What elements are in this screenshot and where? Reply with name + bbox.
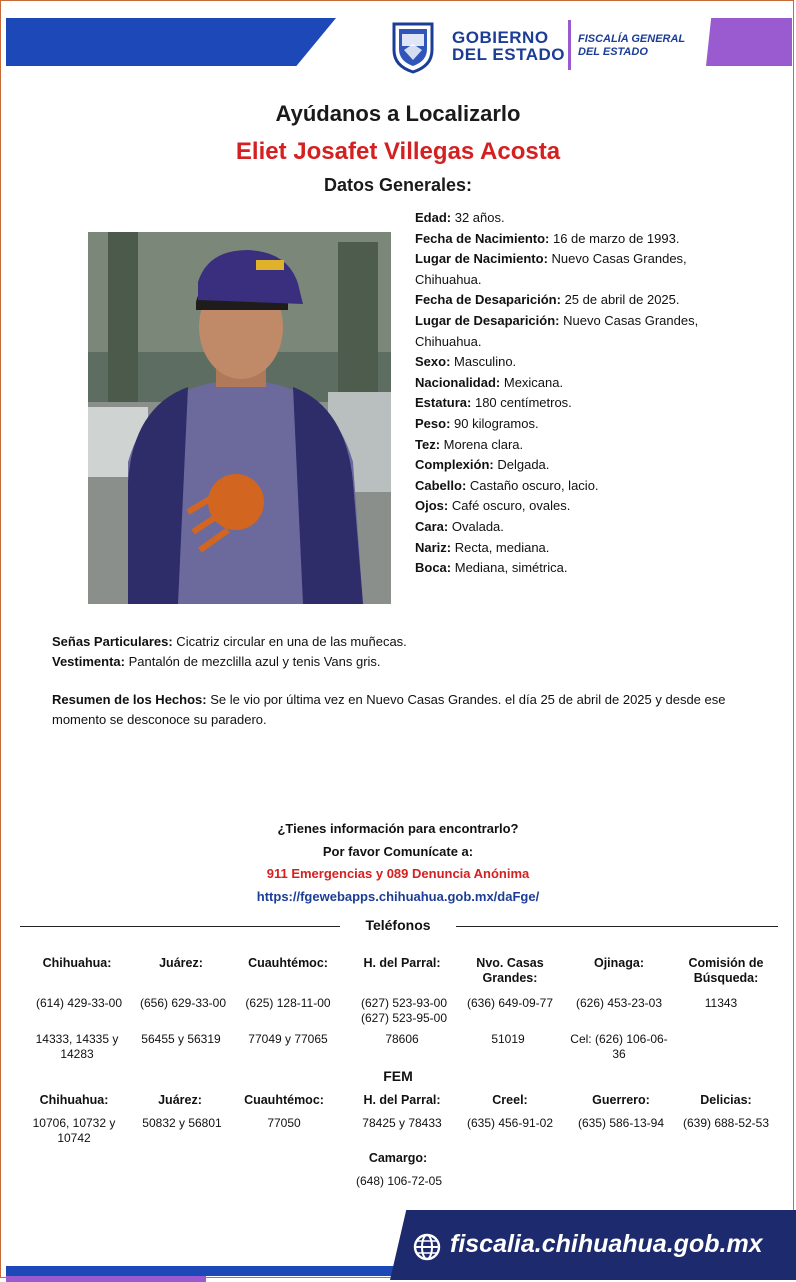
- detail-cara: Cara: Ovalada.: [415, 518, 504, 534]
- tel-header-comision: Comisión de Búsqueda:: [688, 956, 764, 985]
- footer-blue-stripe: [6, 1266, 396, 1276]
- detail-edad: Edad: 32 años.: [415, 210, 505, 225]
- ext-parral: 78606: [385, 1032, 419, 1046]
- detail-estatura: Estatura: 180 centímetros.: [415, 395, 572, 411]
- fem-parral: 78425 y 78433: [362, 1116, 442, 1130]
- fem-header-chihuahua: Chihuahua:: [39, 1093, 109, 1107]
- report-link[interactable]: https://fgewebapps.chihuahua.gob.mx/daFge/: [256, 889, 540, 904]
- fem-juarez: 50832 y 56801: [142, 1116, 222, 1130]
- emergency-numbers: 911 Emergencias y 089 Denuncia Anónima: [266, 866, 530, 881]
- fem-header-camargo: Camargo:: [368, 1151, 428, 1165]
- detail-peso: Peso: 90 kilogramos.: [415, 415, 539, 431]
- contact-please: Por favor Comunícate a:: [322, 844, 474, 859]
- general-details: [415, 208, 745, 579]
- fem-chihuahua: 10706, 10732 y 10742: [32, 1116, 116, 1145]
- detail-nacionalidad: Nacionalidad: Mexicana.: [415, 374, 564, 390]
- detail-fecha-desaparicion: Fecha de Desaparición: 25 de abril de 2025.: [415, 292, 680, 308]
- tel-chihuahua-1: (614) 429-33-00: [35, 996, 123, 1010]
- fem-guerrero: (635) 586-13-94: [577, 1116, 665, 1130]
- tel-header-cuauhtemoc: Cuauhtémoc:: [248, 956, 328, 970]
- gobierno-wordmark: GOBIERNO DEL ESTADO: [452, 28, 565, 64]
- ext-juarez: 56455 y 56319: [141, 1032, 221, 1046]
- detail-complexion: Complexión: Delgada.: [415, 457, 550, 473]
- missing-person-photo: [88, 232, 391, 604]
- tel-comision-1: 11343: [704, 996, 738, 1010]
- detail-lugar-nacimiento: Lugar de Nacimiento: Nuevo Casas Grandes, Chihuahua.: [415, 251, 687, 287]
- tel-header-ojinaga: Ojinaga:: [593, 956, 644, 970]
- fem-creel: (635) 456-91-02: [466, 1116, 554, 1130]
- tel-ncg-1: (636) 649-09-77: [466, 996, 554, 1010]
- fem-header-delicias: Delicias:: [700, 1093, 752, 1107]
- fem-header-parral: H. del Parral:: [363, 1093, 441, 1107]
- person-photo-illustration: [88, 232, 391, 604]
- tel-parral-1: (627) 523-93-00 (627) 523-95-00: [360, 996, 448, 1025]
- tel-cuauhtemoc-1: (625) 128-11-00: [245, 996, 331, 1010]
- resumen-hechos: Resumen de los Hechos: Se le vio por última vez en Nuevo Casas Grandes. el día 25 de abril de 2025 y desde ese momento se desconoce su paradero.: [52, 692, 726, 727]
- detail-nariz: Nariz: Recta, mediana.: [415, 539, 550, 555]
- ext-chihuahua: 14333, 14335 y 14283: [35, 1032, 119, 1061]
- fem-header-juarez: Juárez:: [158, 1093, 202, 1107]
- fem-heading: FEM: [383, 1068, 413, 1084]
- logo-divider: [568, 20, 571, 70]
- page-title: Ayúdanos a Localizarlo: [275, 101, 521, 126]
- detail-sexo: Sexo: Masculino.: [415, 354, 517, 370]
- fem-camargo: (648) 106-72-05: [355, 1174, 443, 1188]
- ext-ncg: 51019: [491, 1032, 525, 1046]
- header-blue-band: [6, 18, 336, 66]
- government-logo: [390, 20, 690, 74]
- header-purple-band: [706, 18, 792, 66]
- fem-header-creel: Creel:: [492, 1093, 528, 1107]
- detail-tez: Tez: Morena clara.: [415, 436, 524, 452]
- tel-juarez-1: (656) 629-33-00: [139, 996, 227, 1010]
- fem-cuauhtemoc: 77050: [267, 1116, 301, 1130]
- fem-header-cuauhtemoc: Cuauhtémoc:: [244, 1093, 324, 1107]
- tel-header-parral: H. del Parral:: [363, 956, 441, 970]
- contact-question: ¿Tienes información para encontrarlo?: [277, 821, 519, 836]
- senas-particulares: Señas Particulares: Cicatriz circular en una de las muñecas.: [52, 634, 407, 649]
- tel-header-ncg: Nvo. Casas Grandes:: [476, 956, 544, 985]
- particulars-block: [52, 632, 752, 672]
- footer-banner: [0, 1210, 796, 1280]
- ojinaga-cel: Cel: (626) 106-06-36: [570, 1032, 668, 1061]
- detail-boca: Boca: Mediana, simétrica.: [415, 560, 568, 576]
- vestimenta: Vestimenta: Pantalón de mezclilla azul y tenis Vans gris.: [52, 654, 381, 669]
- detail-lugar-desaparicion: Lugar de Desaparición: Nuevo Casas Grandes, Chihuahua.: [415, 312, 699, 349]
- footer-purple-stripe: [6, 1276, 206, 1282]
- state-shield-icon: [390, 20, 436, 74]
- tel-header-chihuahua: Chihuahua:: [42, 956, 112, 970]
- detail-ojos: Ojos: Café oscuro, ovales.: [415, 498, 571, 514]
- person-name: Eliet Josafet Villegas Acosta: [235, 138, 561, 165]
- tel-ojinaga-1: (626) 453-23-03: [575, 996, 663, 1010]
- fiscalia-wordmark: FISCALÍA GENERAL DEL ESTADO: [578, 33, 686, 58]
- globe-icon: [412, 1232, 442, 1262]
- telefonos-heading: Teléfonos: [365, 917, 431, 933]
- fem-header-guerrero: Guerrero:: [592, 1093, 650, 1107]
- detail-cabello: Cabello: Castaño oscuro, lacio.: [415, 477, 599, 493]
- detail-fecha-nacimiento: Fecha de Nacimiento: 16 de marzo de 1993.: [415, 230, 680, 246]
- section-heading: Datos Generales:: [323, 175, 473, 195]
- ext-cuauhtemoc: 77049 y 77065: [248, 1032, 328, 1046]
- footer-website-link[interactable]: fiscalia.chihuahua.gob.mx: [450, 1230, 763, 1258]
- tel-header-juarez: Juárez:: [159, 956, 203, 970]
- fem-delicias: (639) 688-52-53: [682, 1116, 770, 1130]
